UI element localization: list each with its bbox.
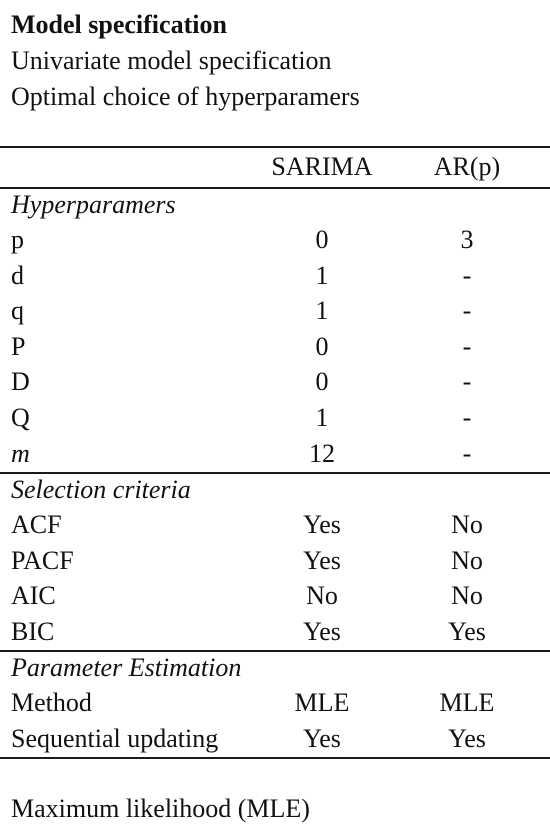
- subtitle-univariate: Univariate model specification: [11, 46, 332, 75]
- bottom-rule: [0, 757, 550, 759]
- row-label: ACF: [11, 510, 62, 539]
- sarima-value: Yes: [303, 617, 341, 646]
- sarima-value: 12: [309, 439, 335, 468]
- sarima-value: 0: [315, 367, 329, 396]
- row-label: q: [11, 296, 24, 325]
- row-label: PACF: [11, 546, 74, 575]
- row-label: Q: [11, 403, 30, 432]
- ar-value: -: [462, 439, 472, 468]
- table-row: [0, 296, 550, 326]
- ar-value: No: [451, 546, 483, 575]
- column-header-sarima: SARIMA: [271, 152, 373, 181]
- sarima-value: 0: [315, 225, 329, 254]
- sarima-value: 0: [315, 332, 329, 361]
- header-rule: [0, 187, 550, 189]
- table-row: [0, 403, 550, 433]
- section-heading-selection-criteria: Selection criteria: [11, 475, 191, 504]
- subtitle-hyperparameters: Optimal choice of hyperparamers: [11, 82, 360, 111]
- table-row: [0, 688, 550, 718]
- sarima-value: Yes: [303, 510, 341, 539]
- ar-value: No: [451, 510, 483, 539]
- sarima-value: 1: [315, 296, 329, 325]
- table-row: [0, 439, 550, 469]
- row-label: p: [11, 225, 24, 254]
- section-rule: [0, 472, 550, 474]
- ar-value: Yes: [448, 724, 486, 753]
- table-row: [0, 581, 550, 611]
- table-row: [0, 617, 550, 647]
- sarima-value: Yes: [303, 724, 341, 753]
- column-header-row: [0, 152, 550, 182]
- row-label: D: [11, 367, 30, 396]
- ar-value: -: [462, 332, 472, 361]
- row-label: m: [11, 439, 30, 468]
- table-row: [0, 261, 550, 291]
- section-heading-hyperparameters: Hyperparamers: [11, 190, 176, 219]
- ar-value: MLE: [439, 688, 495, 717]
- sarima-value: 1: [315, 261, 329, 290]
- table-row: [0, 510, 550, 540]
- ar-value: -: [462, 296, 472, 325]
- section-rule: [0, 650, 550, 652]
- table-title: Model specification: [11, 10, 227, 39]
- ar-value: -: [462, 367, 472, 396]
- ar-value: -: [462, 403, 472, 432]
- row-label: P: [11, 332, 26, 361]
- top-rule: [0, 146, 550, 148]
- sarima-value: 1: [315, 403, 329, 432]
- table-row: [0, 332, 550, 362]
- column-header-ar: AR(p): [433, 152, 501, 181]
- row-label: Method: [11, 688, 92, 717]
- row-label: AIC: [11, 581, 56, 610]
- table-row: [0, 367, 550, 397]
- sarima-value: MLE: [294, 688, 350, 717]
- ar-value: 3: [460, 225, 474, 254]
- ar-value: -: [462, 261, 472, 290]
- sarima-value: Yes: [303, 546, 341, 575]
- table-row: [0, 546, 550, 576]
- ar-value: No: [451, 581, 483, 610]
- table-row: [0, 724, 550, 754]
- row-label: BIC: [11, 617, 55, 646]
- table-row: [0, 225, 550, 255]
- row-label: d: [11, 261, 24, 290]
- section-heading-parameter-estimation: Parameter Estimation: [11, 653, 242, 682]
- sarima-value: No: [306, 581, 338, 610]
- row-label: Sequential updating: [11, 724, 219, 753]
- ar-value: Yes: [448, 617, 486, 646]
- footnote: Maximum likelihood (MLE): [11, 794, 310, 823]
